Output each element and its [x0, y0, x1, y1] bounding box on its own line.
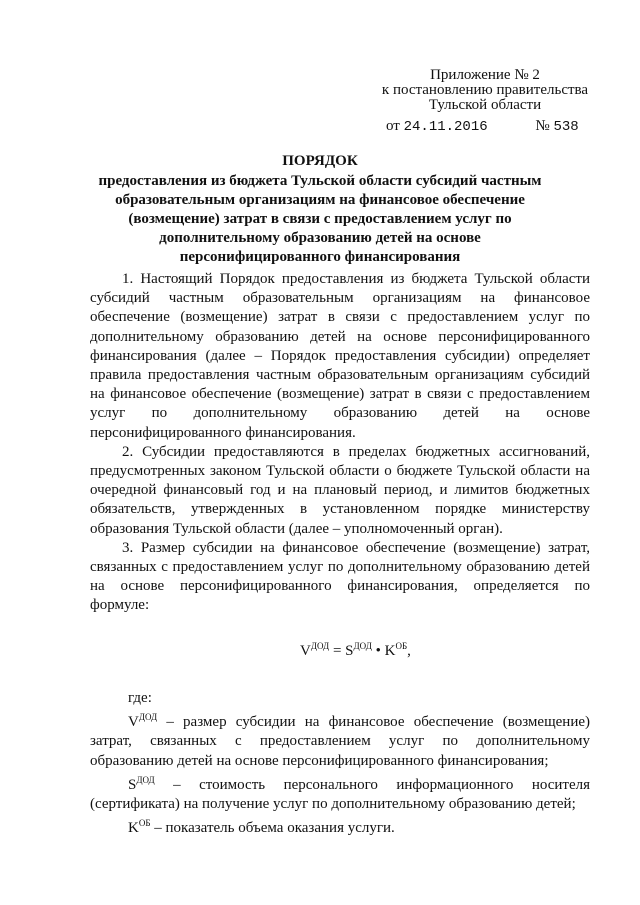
- def-s-sup: ДОД: [136, 774, 155, 785]
- subsidy-formula: [300, 641, 411, 660]
- def-v-symbol: V: [128, 714, 139, 731]
- paragraph-3: 3. Размер субсидии на финансовое обеспечение (возмещение) затрат, связанных с предоставлением услуг по дополнительному образованию детей на основе персонифицированного финансирования, определяется по формуле:: [90, 539, 590, 614]
- formula-definitions: [90, 689, 590, 838]
- formula-mul: •: [371, 643, 385, 659]
- formula-s: S: [345, 643, 354, 659]
- def-s-symbol: S: [128, 776, 137, 793]
- def-s-text: – стоимость персонального информационного носителя (сертификата) на получение услуг по дополнительному образованию детей;: [90, 776, 590, 813]
- where-label: где:: [128, 690, 152, 706]
- decree-dateline: [386, 118, 579, 135]
- document-body: [90, 270, 590, 616]
- appendix-line-2: к постановлению правительства: [381, 82, 589, 98]
- formula-eq: =: [329, 643, 346, 659]
- appendix-line-1: Приложение № 2: [430, 67, 540, 83]
- paragraph-1: 1. Настоящий Порядок предоставления из бюджета Тульской области субсидий частным образовательным организациям на финансовое обеспечение (возмещение) затрат в связи с предоставлением услуг по дополнительному образованию детей на основе персонифицированного финансирования (далее – Порядок предоставления субсидии) определяет правила предоставления частным образовательным организациям субсидий на финансовое обеспечение (возмещение) затрат в связи с предоставлением услуг по дополнительному образованию детей на основе персонифицированного финансирования.: [90, 271, 590, 441]
- def-v-text: – размер субсидии на финансовое обеспечение (возмещение) затрат, связанных с предоставлением услуг по дополнительному образованию детей на основе персонифицированного финансирования;: [90, 714, 590, 769]
- date-prefix: от: [386, 118, 400, 134]
- def-k-symbol: K: [128, 820, 139, 837]
- definition-v: [90, 708, 590, 771]
- formula-v-sup: ДОД: [310, 641, 330, 651]
- formula-k: K: [384, 643, 396, 659]
- document-subtitle: предоставления из бюджета Тульской области субсидий частным образовательным организациям на финансовое обеспечение (возмещение) затрат в связи с предоставлением услуг по дополнительному образованию детей на основе персонифицированного финансирования: [98, 173, 542, 265]
- formula-end: ,: [407, 643, 411, 659]
- appendix-header: [360, 68, 610, 113]
- def-v-sup: ДОД: [138, 712, 158, 723]
- formula-k-sup: ОБ: [395, 641, 408, 651]
- decree-date: 24.11.2016: [403, 119, 488, 135]
- formula-v: V: [300, 643, 311, 659]
- number-label: №: [535, 118, 550, 134]
- paragraph-2: 2. Субсидии предоставляются в пределах бюджетных ассигнований, предусмотренных законом Тульской области о бюджете Тульской области на очередной финансовый год и на плановый период, и лимитов бюджетных обязательств, утвержденных в установленном порядке министерству образования Тульской области (далее – уполномоченный орган).: [90, 443, 590, 537]
- definition-s: [90, 771, 590, 814]
- document-title: ПОРЯДОК: [282, 153, 358, 169]
- formula-s-sup: ДОД: [353, 641, 372, 651]
- def-k-text: – показатель объема оказания услуги.: [150, 820, 395, 837]
- decree-number: 538: [553, 119, 579, 135]
- def-k-sup: ОБ: [138, 818, 151, 829]
- definition-k: [90, 814, 590, 838]
- appendix-line-3: Тульской области: [428, 97, 542, 113]
